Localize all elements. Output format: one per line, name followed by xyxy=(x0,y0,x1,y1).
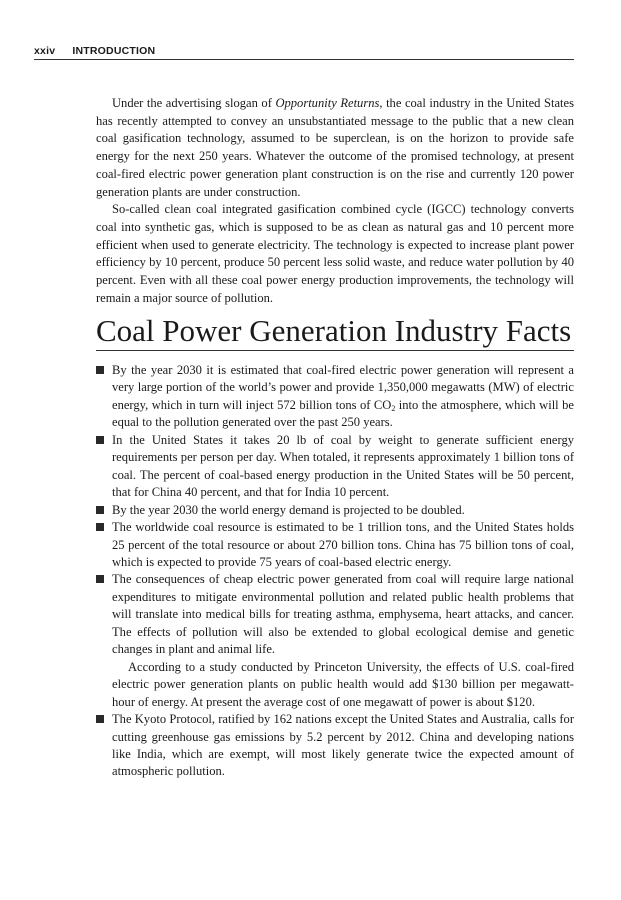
running-title: INTRODUCTION xyxy=(72,45,156,57)
page-number: xxiv xyxy=(34,45,56,57)
fact-1-before: By the year 2030 it is estimated that coal-fired electric power generation will represent a very large portion of the world’s power and provide 1,350,000 megawatts (MW) of electric energy, which in turn will inject 572 billion tons of CO xyxy=(112,363,574,412)
running-head xyxy=(34,44,574,60)
intro-p1-before: Under the advertising slogan of xyxy=(112,96,276,110)
square-bullet-icon xyxy=(96,506,104,514)
intro-text xyxy=(96,95,574,307)
fact-item xyxy=(96,571,574,711)
slogan: Opportunity Returns, xyxy=(275,96,383,110)
co2-subscript: 2 xyxy=(391,403,396,413)
fact-item xyxy=(96,362,574,432)
fact-6-text: The Kyoto Protocol, ratified by 162 nations except the United States and Australia, calls for cutting greenhouse gas emissions by 5.2 percent by 2012. China and developing nations like India, which are exempt, will most likely generate twice the expected amount of atmospheric pollution. xyxy=(112,712,574,779)
square-bullet-icon xyxy=(96,715,104,723)
fact-item xyxy=(96,711,574,781)
fact-2-text: In the United States it takes 20 lb of coal by weight to generate sufficient energy requirements per person per day. When totaled, it represents approximately 1 billion tons of coal. The percent of coal-based energy production in the United States will be 50 percent, that for China 40 percent, and that for India 10 percent. xyxy=(112,432,574,500)
section-title: Coal Power Generation Industry Facts xyxy=(96,313,574,351)
square-bullet-icon xyxy=(96,436,104,444)
fact-1-text xyxy=(112,362,574,432)
intro-p1-after: the coal industry in the United States has recently attempted to convey an unsubstantiated message to the public that a new clean coal gasification technology, assumed to be superclean, is on the horizon to provide safe energy for the next 250 years. Whatever the outcome of the promised technology, at present coal-fired electric power generation plant construction is on the rise and currently 120 power generation plants are under construction. xyxy=(96,96,574,199)
fact-5-continuation: According to a study conducted by Princeton University, the effects of U.S. coal-fired electric power generation plants on public health would add $130 billion per megawatt-hour of energy. At present the average cost of one megawatt of power is about $120. xyxy=(112,659,574,709)
fact-item xyxy=(96,519,574,571)
fact-item xyxy=(96,502,574,519)
intro-paragraph-1 xyxy=(96,95,574,201)
fact-3-text: By the year 2030 the world energy demand is projected to be doubled. xyxy=(112,502,465,517)
facts-list xyxy=(96,362,574,781)
intro-paragraph-2: So-called clean coal integrated gasification combined cycle (IGCC) technology converts coal into synthetic gas, which is supposed to be as clean as natural gas and 10 percent more efficient when used to generate electricity. The technology is expected to increase plant power efficiency by 10 percent, produce 50 percent less solid waste, and reduce water pollution by 40 percent. Even with all these coal power energy production improvements, the technology will remain a major source of pollution. xyxy=(96,202,574,305)
square-bullet-icon xyxy=(96,575,104,583)
fact-4-text: The worldwide coal resource is estimated to be 1 trillion tons, and the United States holds 25 percent of the total resource or about 270 billion tons. China has 75 billion tons of coal, which is expected to provide 75 years of coal-based electric energy. xyxy=(112,520,574,569)
fact-5-text: The consequences of cheap electric power generated from coal will require large national expenditures to mitigate environmental pollution and related public health problems that will translate into medical bills for treating asthma, emphysema, heart attacks, and cancer. The effects of pollution will also be extended to global ecological demise and genetic changes in plant and animal life. xyxy=(112,572,574,657)
fact-1-after: into the atmosphere, which will be equal to the pollution generated over the past 250 years. xyxy=(112,397,574,430)
square-bullet-icon xyxy=(96,523,104,531)
fact-item xyxy=(96,432,574,502)
square-bullet-icon xyxy=(96,366,104,374)
